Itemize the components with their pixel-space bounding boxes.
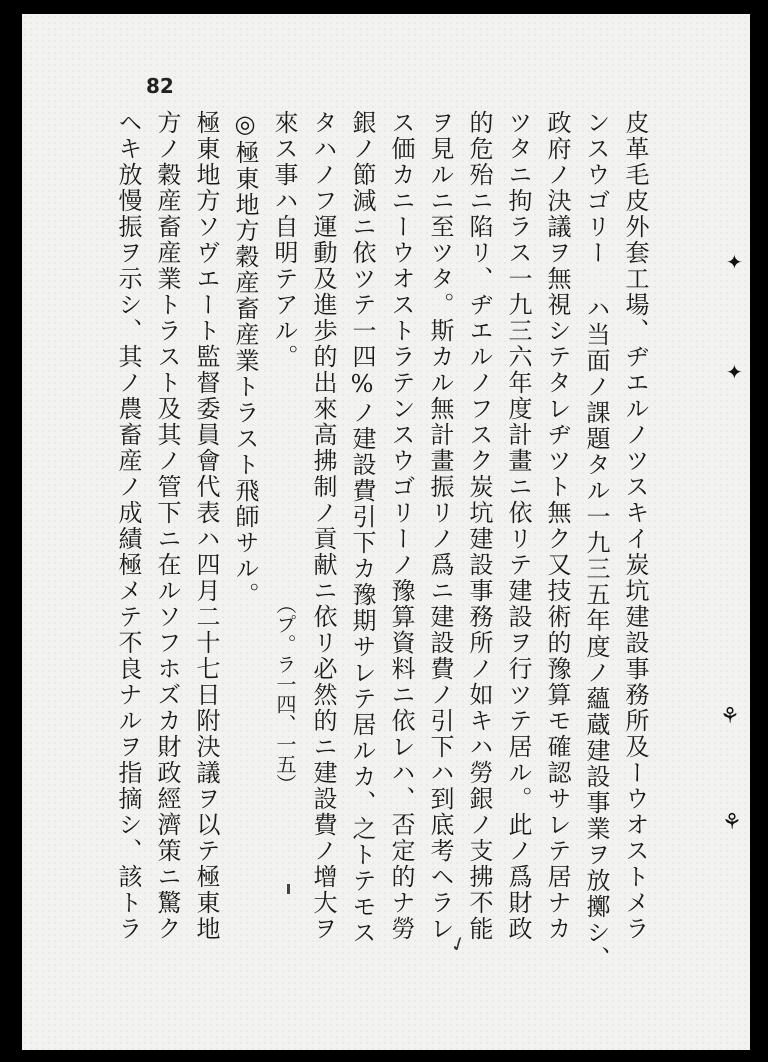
check-mark-icon: ✓ — [446, 929, 471, 959]
ink-speck — [287, 884, 290, 894]
text-column-4: ツタニ拘ラス一九三六年度計畫ニ依リテ建設ヲ行ツテ居ル。此ノ爲財政 — [504, 110, 532, 942]
margin-mark-icon: ⚘ — [720, 704, 740, 729]
text-column-2: ンスウゴリー ハ当面ノ課題タル一九三五年度ノ蘊蔵建設事業ヲ放擲シ、 — [582, 110, 610, 972]
margin-mark-icon: ✦ — [726, 250, 743, 274]
text-column-6: ヲ見ルニ至ツタ。斯カル無計畫振リノ爲ニ建設費ノ引下ハ到底考ヘラレ — [426, 110, 454, 942]
margin-mark-icon: ⚘ — [722, 810, 742, 835]
text-column-12: 極東地方ソヴエート監督委員會代表ハ四月二十七日附決議ヲ以テ極東地 — [192, 110, 220, 942]
text-column-8: 銀ノ節減ニ依ツテ一四%ノ建設費引下カ豫期サレテ居ルカ、之トテモス — [348, 110, 376, 946]
document-page — [22, 14, 750, 1050]
text-column-3: 政府ノ決議ヲ無視シテタレヂツト無ク又技術的豫算モ確認サレテ居ナカ — [543, 110, 571, 942]
text-column-10: 來ス事ハ自明テアル。 — [270, 110, 298, 370]
text-column-7: ス価カニーウオストラテンスウゴリーノ豫算資料ニ依レハ、否定的ナ勞 — [387, 110, 415, 942]
page-number: 82 — [146, 74, 174, 98]
text-column-9: タハノフ運動及進歩的出來高拂制ノ貢献ニ依リ必然的ニ建設費ノ增大ヲ — [309, 110, 337, 942]
text-column-1: 皮革毛皮外套工場、ヂエルノツスキイ炭坑建設事務所及ーウオストメラ — [621, 110, 649, 942]
text-column-13: 方ノ穀産畜産業トラスト及其ノ管下ニ在ルソフホズカ財政經濟策ニ驚ク — [153, 110, 181, 942]
section-heading: ◎極東地方穀産畜産業トラスト飛師サル。 — [231, 110, 259, 608]
margin-mark-icon: ✦ — [726, 360, 743, 384]
source-reference: （プ。ラ一四、一五） — [273, 594, 297, 794]
text-column-5: 的危殆ニ陷リ、ヂエルノフスク炭坑建設事務所ノ如キハ勞銀ノ支拂不能 — [465, 110, 493, 942]
text-column-14: ヘキ放慢振ヲ示シ、其ノ農畜産ノ成績極メテ不良ナルヲ指摘シ、該トラ — [114, 110, 142, 942]
